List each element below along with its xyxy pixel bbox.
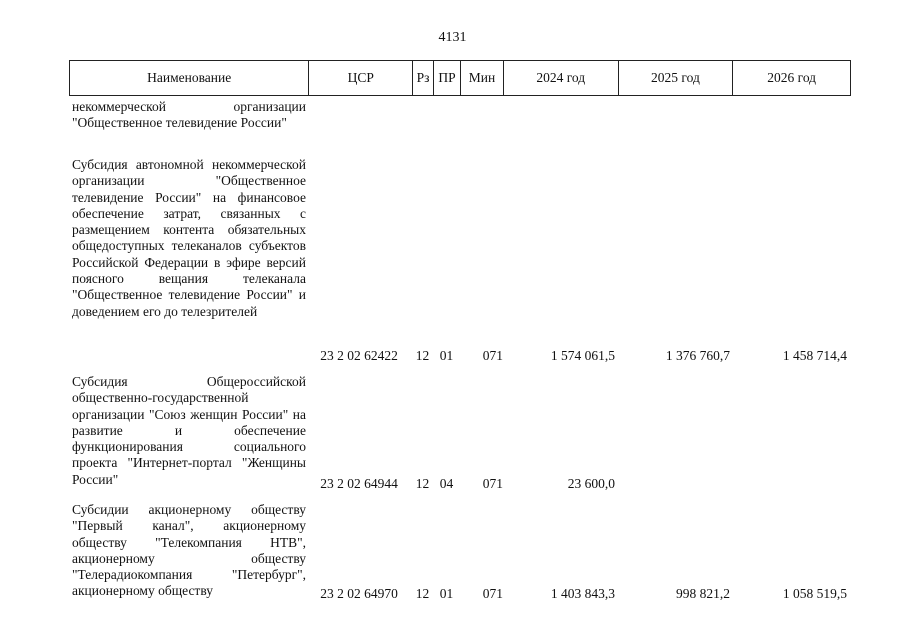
header-name: Наименование	[70, 61, 309, 95]
cell-min: 071	[482, 476, 503, 491]
table-row-name: Субсидия автономной некоммерческой организации "Общественное телевидение России" на финансовое обеспечение затрат, связанных с размещением контента обязательных общедоступных телеканалов субъектов Российской Федерации в эфире версий поясного вещания телеканала "Общественное телевидение России" и доведением его до телезрителей	[72, 157, 306, 319]
cell-pr: 01	[439, 348, 454, 363]
cell-2025: 1 376 760,7	[665, 348, 730, 363]
table-row-name: Субсидия Общероссийской общественно-государственной организации "Союз женщин России" на развитие и обеспечение функционирования социального проекта "Интернет-портал "Женщины России"	[72, 374, 306, 487]
cell-2024: 1 574 061,5	[550, 348, 615, 363]
table-row-name: Субсидии акционерному обществу "Первый канал", акционерному обществу "Телекомпания НТВ", акционерному обществу "Телерадиокомпания "Петербург", акционерному обществу	[72, 502, 306, 599]
cell-rz: 12	[415, 348, 430, 363]
header-2024: 2024 год	[504, 61, 619, 95]
table-row	[69, 586, 851, 602]
cell-pr: 01	[439, 586, 454, 601]
cell-rz: 12	[415, 476, 430, 491]
table-header	[69, 60, 851, 96]
cell-csr: 23 2 02 64944	[320, 476, 398, 491]
header-rz: Рз	[413, 61, 434, 95]
header-min: Мин	[461, 61, 504, 95]
table-row	[69, 476, 851, 492]
cell-2026: 1 058 519,5	[782, 586, 847, 601]
cell-2025: 998 821,2	[676, 586, 730, 601]
header-csr: ЦСР	[309, 61, 413, 95]
header-2025: 2025 год	[619, 61, 734, 95]
table-row-name: некоммерческой организации "Общественное телевидение России"	[72, 99, 306, 131]
cell-csr: 23 2 02 62422	[320, 348, 398, 363]
page-number: 4131	[438, 30, 467, 45]
cell-2024: 23 600,0	[567, 476, 615, 491]
cell-min: 071	[482, 348, 503, 363]
table-row	[69, 348, 851, 364]
cell-min: 071	[482, 586, 503, 601]
cell-2026: 1 458 714,4	[782, 348, 847, 363]
cell-pr: 04	[439, 476, 454, 491]
cell-rz: 12	[415, 586, 430, 601]
cell-csr: 23 2 02 64970	[320, 586, 398, 601]
header-pr: ПР	[434, 61, 461, 95]
header-2026: 2026 год	[767, 70, 817, 85]
cell-2024: 1 403 843,3	[550, 586, 615, 601]
